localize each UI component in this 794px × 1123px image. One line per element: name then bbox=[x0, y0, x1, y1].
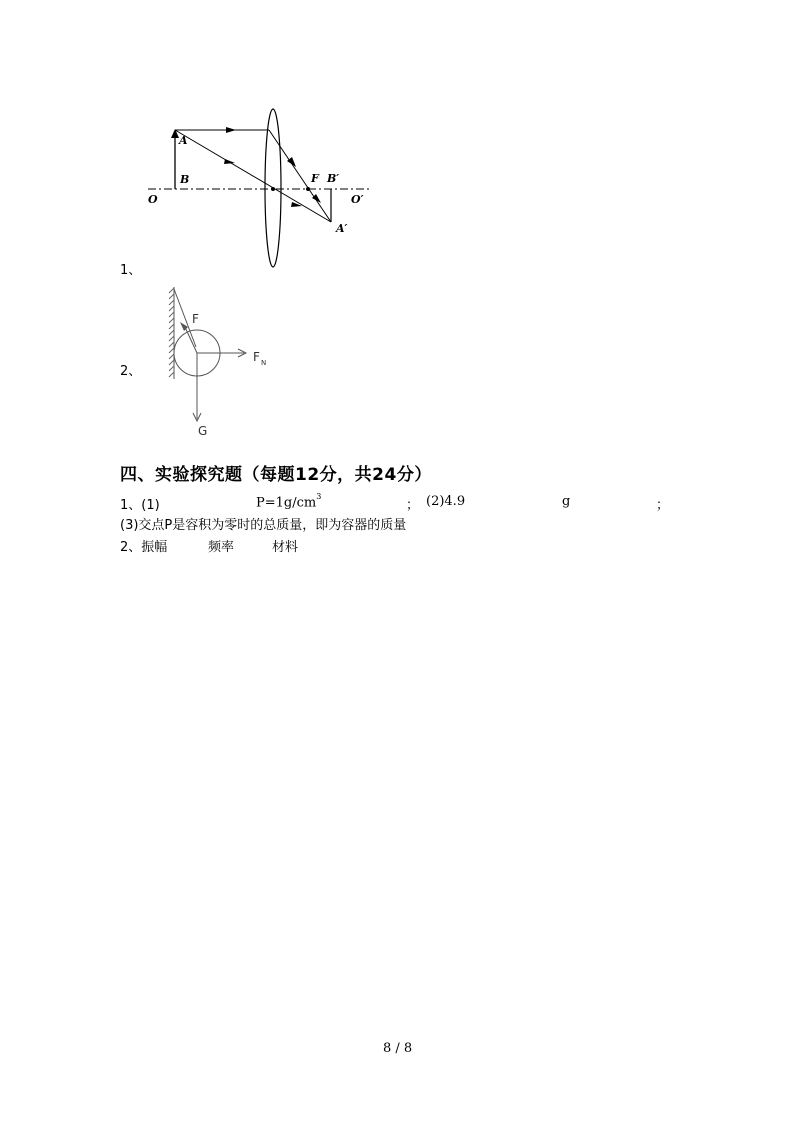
focal-point bbox=[306, 187, 310, 191]
label-force-G: G bbox=[198, 424, 208, 438]
q1-separator: ； bbox=[406, 498, 420, 513]
item-1-number: 1、 bbox=[120, 263, 142, 278]
force-diagram bbox=[160, 285, 280, 445]
label-A: A bbox=[179, 134, 188, 147]
q1-formula bbox=[256, 494, 321, 510]
label-O-prime: O′ bbox=[351, 193, 364, 206]
q1-part2: (2)4.9 bbox=[426, 494, 466, 509]
label-A-prime: A′ bbox=[336, 222, 348, 235]
page-number: 8 / 8 bbox=[383, 1041, 413, 1056]
q2-answer-c: 材料 bbox=[272, 540, 299, 555]
q2-answer-b: 频率 bbox=[208, 540, 235, 555]
item-2-number: 2、 bbox=[120, 364, 142, 379]
q1-prefix: 1、(1) bbox=[120, 498, 160, 513]
refracted-ray bbox=[269, 130, 331, 222]
q1-part3: (3)交点P是容积为零时的总质量，即为容器的质量 bbox=[120, 518, 407, 533]
section-title: 四、实验探究题（每题12分，共24分） bbox=[120, 465, 432, 485]
q1-end: ； bbox=[656, 498, 670, 513]
lens-ray-diagram bbox=[140, 100, 390, 275]
label-force-FN: F bbox=[253, 350, 260, 364]
q1-unit: g bbox=[562, 494, 571, 509]
label-force-F: F bbox=[192, 312, 199, 326]
label-B: B bbox=[180, 173, 190, 186]
label-B-prime: B′ bbox=[327, 172, 340, 185]
q1-formula-text: P=1g/cm bbox=[256, 495, 317, 511]
q2-prefix: 2、振幅 bbox=[120, 540, 168, 555]
q1-formula-sup: 3 bbox=[316, 492, 322, 501]
label-force-FN-sub: N bbox=[261, 359, 267, 367]
center-ray bbox=[175, 130, 331, 222]
label-F: F bbox=[311, 172, 319, 185]
optical-center bbox=[271, 187, 275, 191]
label-O: O bbox=[148, 193, 158, 206]
